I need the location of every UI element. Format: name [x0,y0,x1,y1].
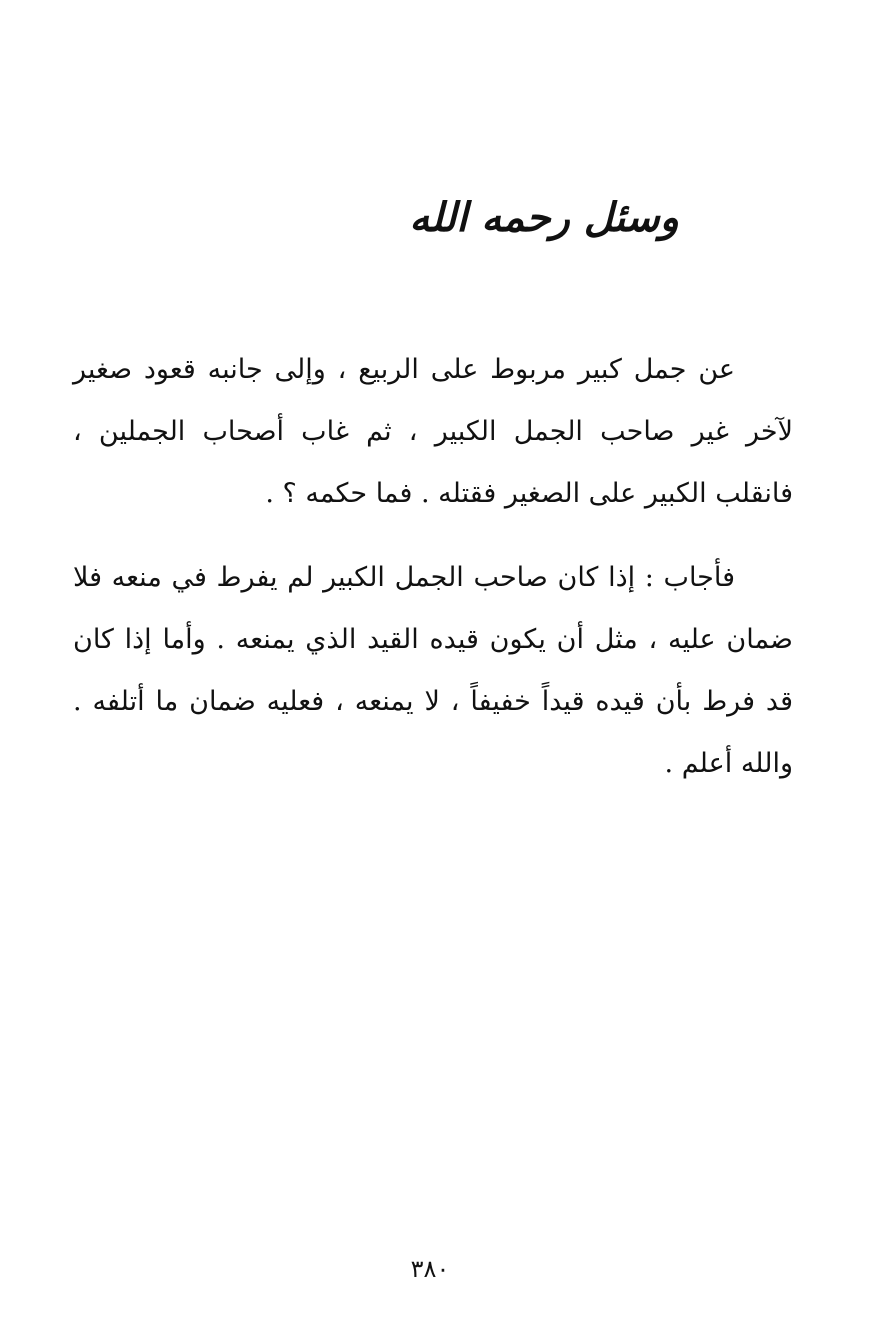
answer-text: فأجاب : إذا كان صاحب الجمل الكبير لم يفرط في منعه فلا ضمان عليه ، مثل أن يكون قيده القيد الذي يمنعه . وأما إذا كان قد فرط بأن قيده قيداً خفيفاً ، لا يمنعه ، فعليه ضمان ما أتلفه . والله أعلم . [73,562,793,779]
question-paragraph [73,339,793,525]
answer-paragraph [73,547,793,795]
question-text: عن جمل كبير مربوط على الربيع ، وإلى جانبه قعود صغير لآخر غير صاحب الجمل الكبير ، ثم غاب أصحاب الجملين ، فانقلب الكبير على الصغير فقتله . فما حكمه ؟ . [73,354,793,509]
page-number: ٣٨٠ [410,1255,450,1283]
section-heading: وسئل رحمه الله [409,195,679,241]
